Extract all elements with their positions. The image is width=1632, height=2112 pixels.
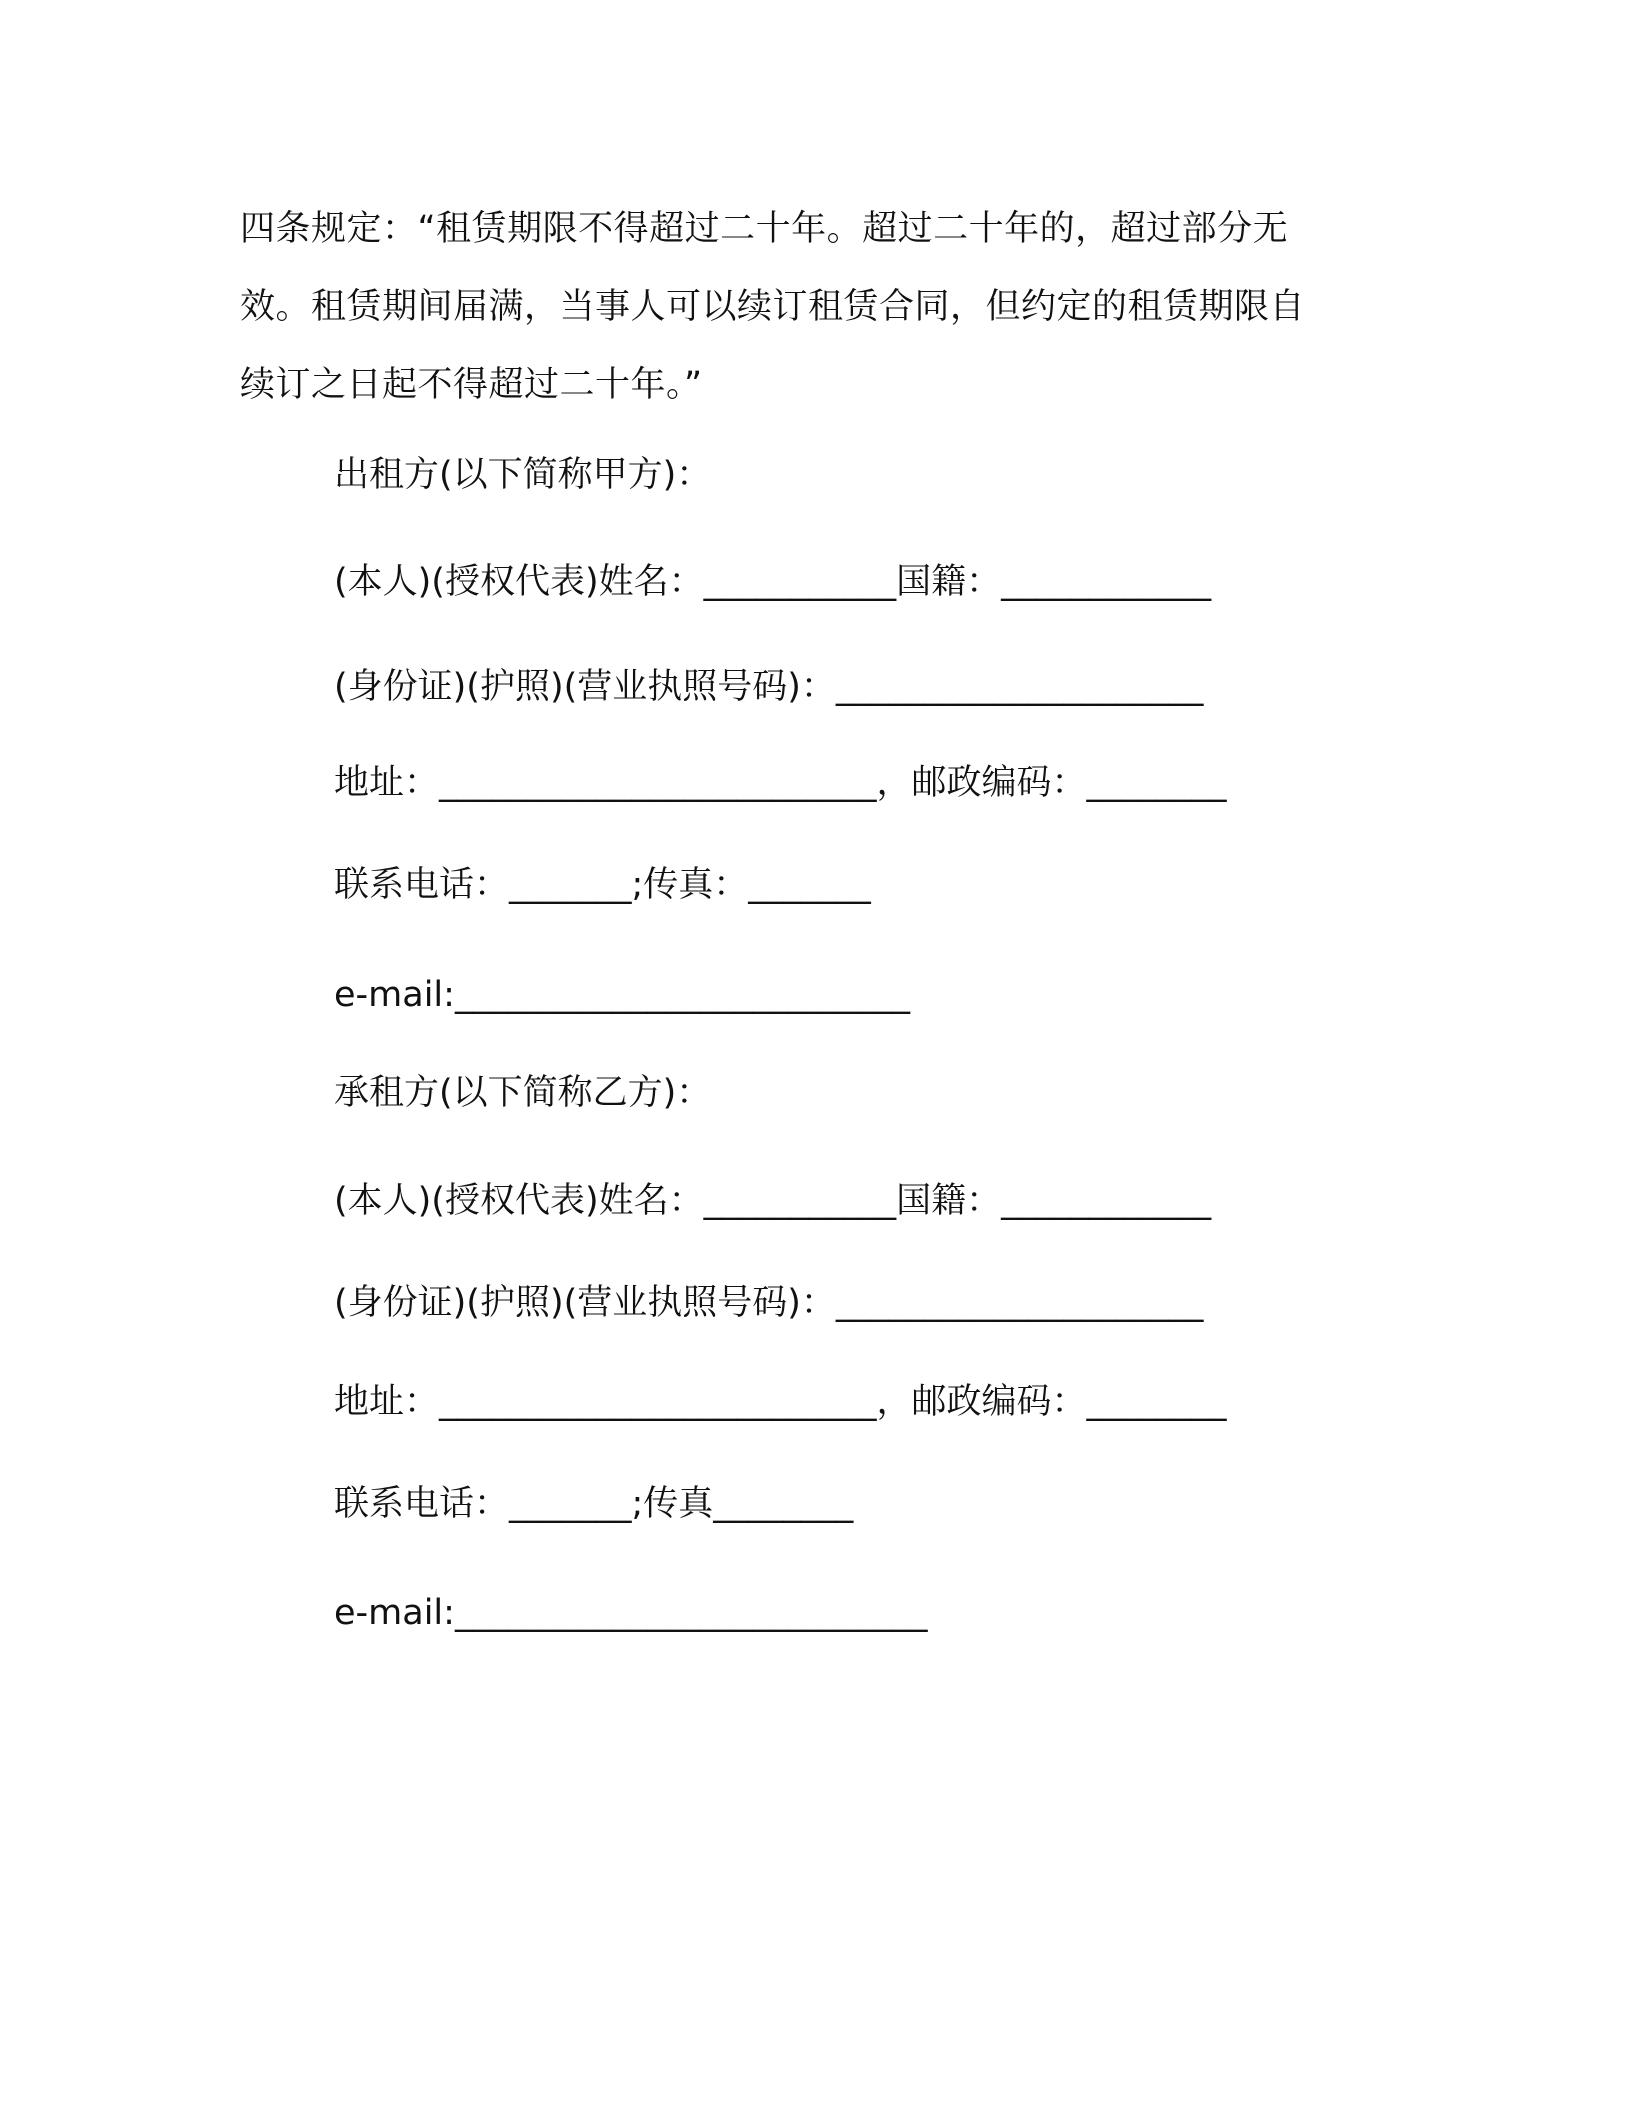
lessor-phone-fax-field: 联系电话：_______;传真：_______: [334, 865, 871, 905]
lessee-heading: 承租方(以下简称乙方)：: [334, 1073, 712, 1113]
lessor-name-nationality-field: (本人)(授权代表)姓名：___________国籍：____________: [334, 562, 1212, 602]
lessor-email-field: e-mail:__________________________: [334, 975, 910, 1015]
lessor-heading: 出租方(以下简称甲方)：: [334, 455, 712, 495]
intro-line-1: 四条规定：“租赁期限不得超过二十年。超过二十年的，超过部分无: [240, 209, 1289, 249]
lessee-phone-fax-field: 联系电话：_______;传真________: [334, 1484, 854, 1524]
intro-line-3: 续订之日起不得超过二十年。”: [240, 365, 703, 405]
lessee-address-postcode-field: 地址：_________________________，邮政编码：________: [334, 1382, 1227, 1422]
lessor-address-postcode-field: 地址：_________________________，邮政编码：________: [334, 763, 1227, 803]
lessee-email-field: e-mail:___________________________: [334, 1593, 928, 1633]
intro-line-2: 效。租赁期间届满，当事人可以续订租赁合同，但约定的租赁期限自: [240, 287, 1306, 327]
lessor-id-number-field: (身份证)(护照)(营业执照号码)：_____________________: [334, 667, 1204, 707]
intro-paragraph: [240, 190, 1370, 424]
lessee-name-nationality-field: (本人)(授权代表)姓名：___________国籍：____________: [334, 1181, 1212, 1221]
lessee-id-number-field: (身份证)(护照)(营业执照号码)：_____________________: [334, 1283, 1204, 1323]
